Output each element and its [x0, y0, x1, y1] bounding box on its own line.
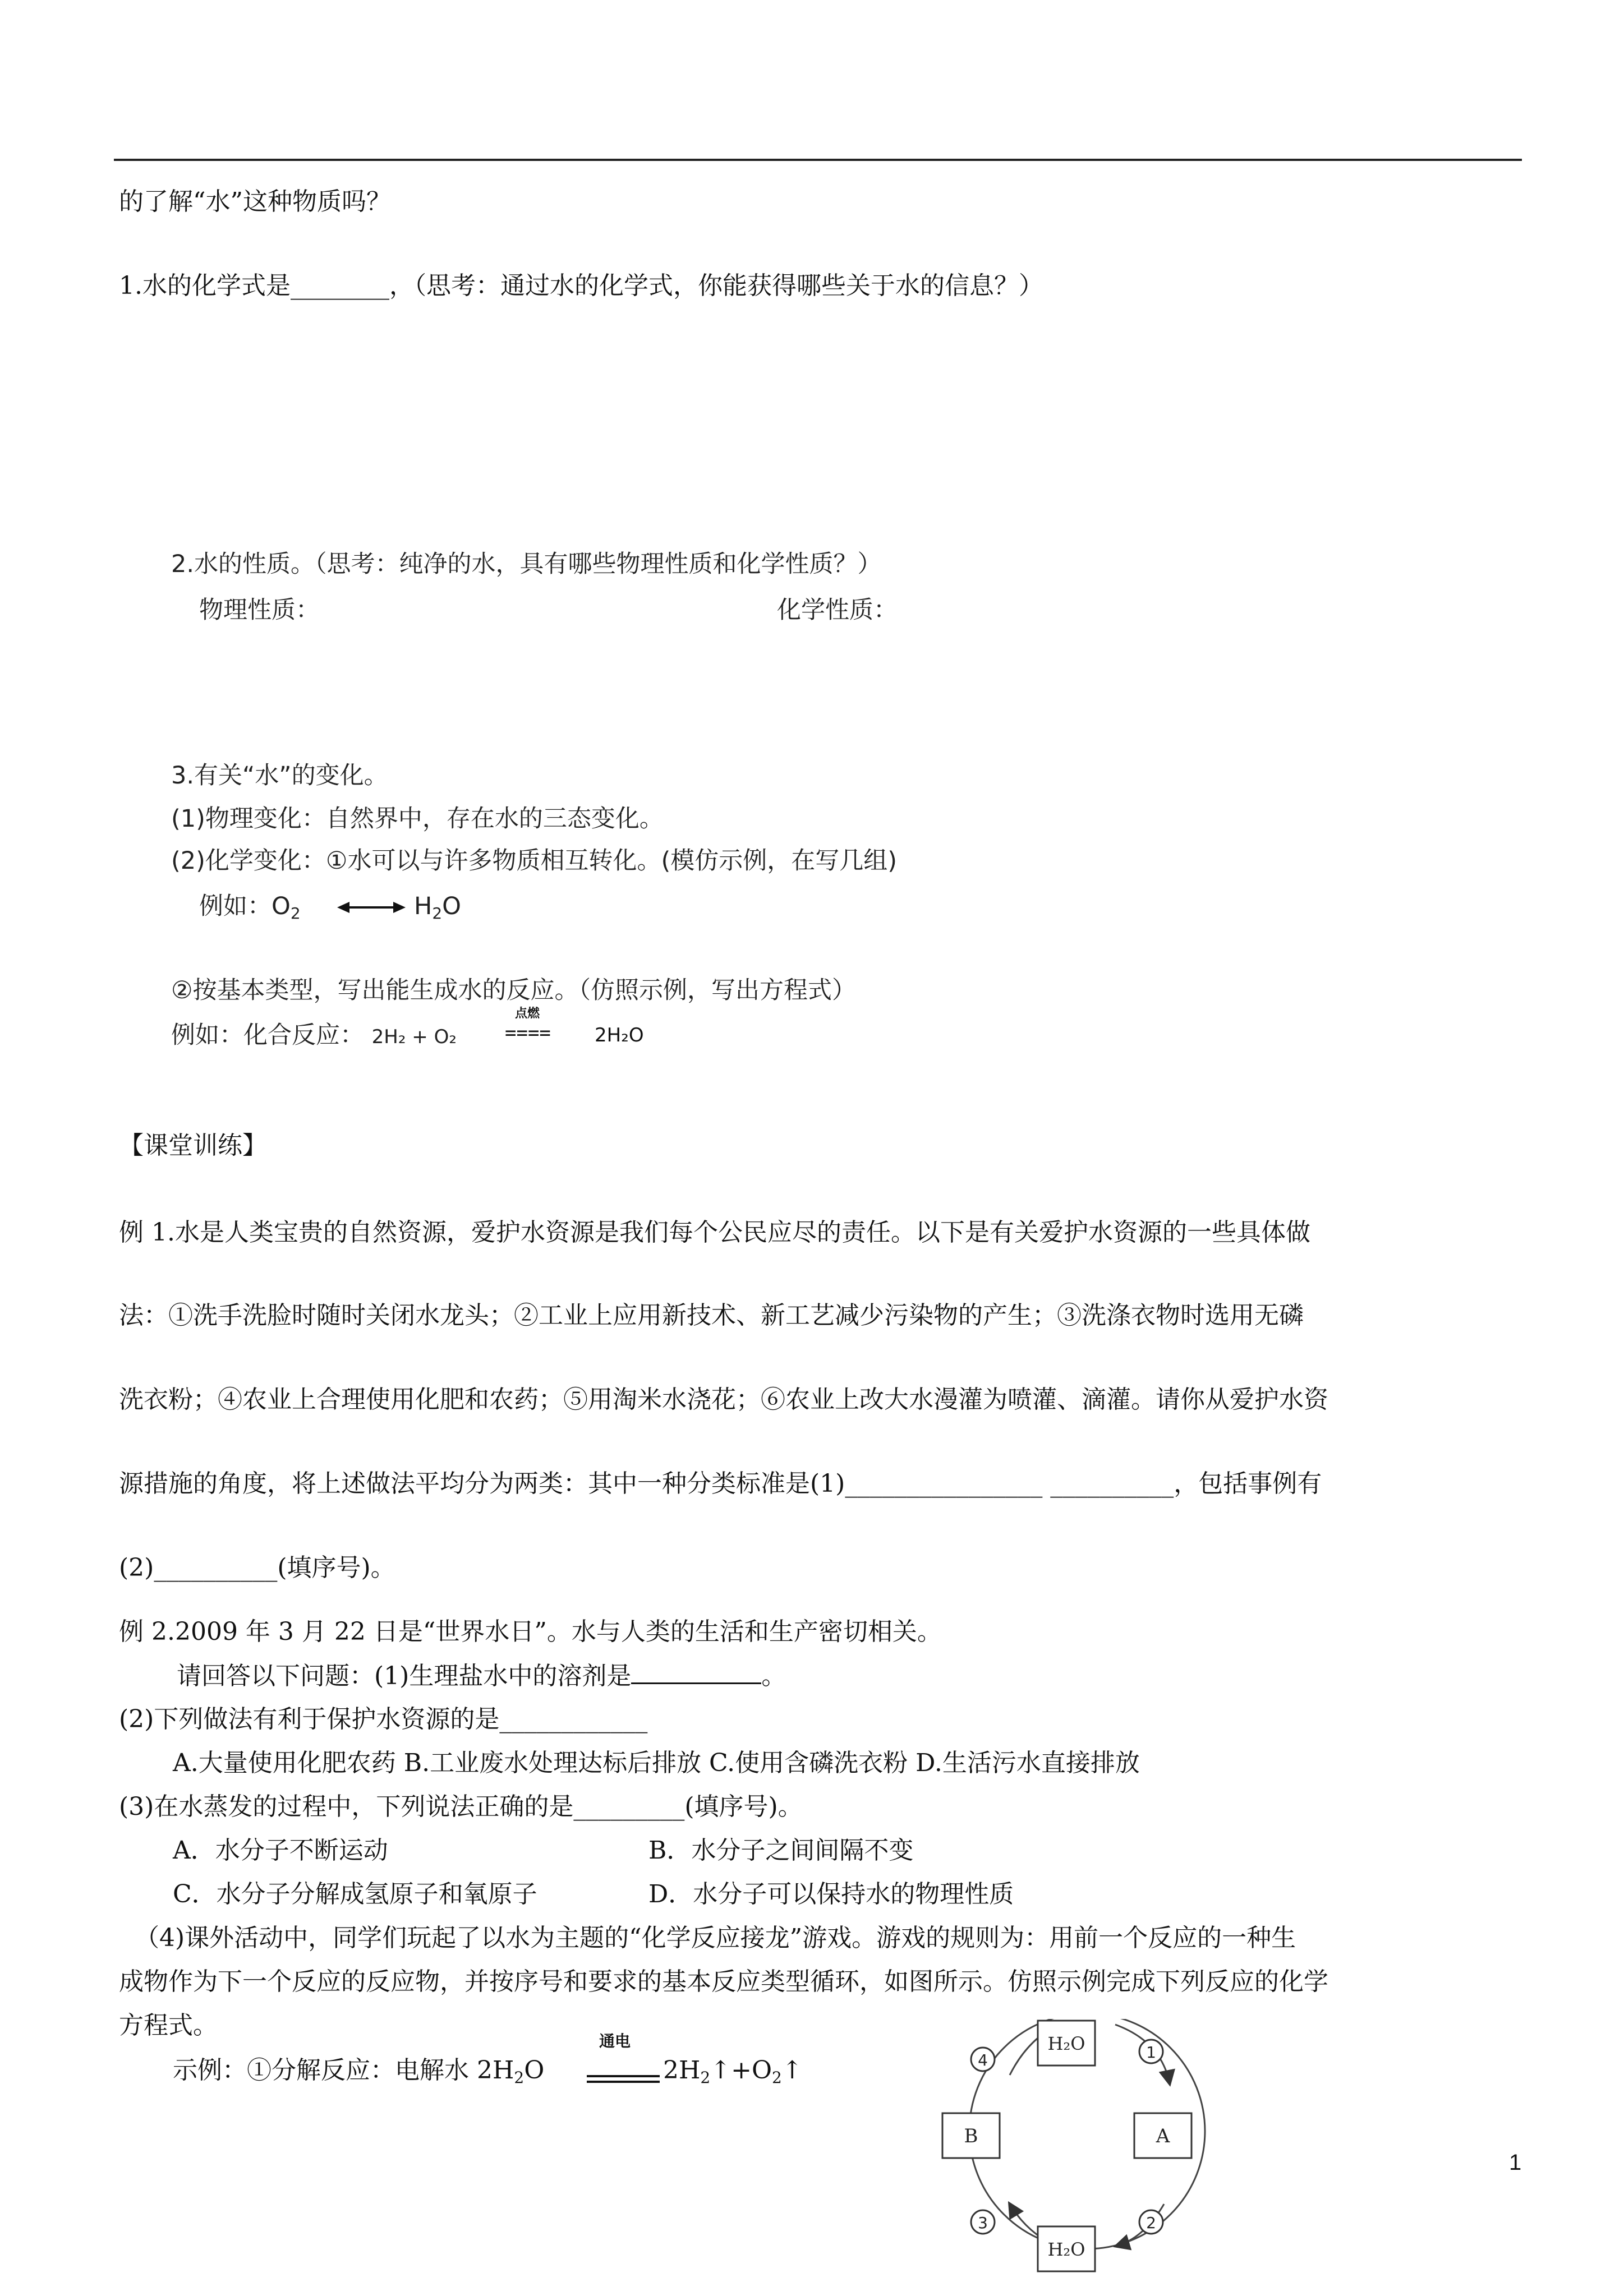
- ignite-equals: ====: [505, 1022, 551, 1044]
- ex2-example: 示例：①分解反应：电解水 $2H_2O$: [173, 2056, 545, 2087]
- step-1-number: 1: [1146, 2043, 1156, 2062]
- q1-prefix: 1.水的化学式是: [119, 271, 291, 300]
- step-4-number: 4: [978, 2051, 988, 2069]
- ex2-line-4: A.大量使用化肥农药 B.工业废水处理达标后排放 C.使用含磷洗衣粉 D.生活污水直接排放: [173, 1749, 1140, 1777]
- question-1: [119, 270, 1043, 302]
- header-rule: [114, 159, 1522, 161]
- ex1-line-1: 例 1.水是人类宝贵的自然资源，爱护水资源是我们每个公民应尽的责任。以下是有关爱护水资源的一些具体做: [119, 1218, 1310, 1247]
- step-2-number: 2: [1146, 2214, 1156, 2232]
- option-b: B．水分子之间间隔不变: [648, 1836, 914, 1865]
- left-box-label: B: [964, 2125, 978, 2147]
- ex1-line-4: 源措施的角度，将上述做法平均分为两类：其中一种分类标准是(1)________________ __________，包括事例有: [119, 1469, 1322, 1498]
- ex2-line-3: (2)下列做法有利于保护水资源的是____________: [119, 1705, 648, 1733]
- double-arrow-icon: [335, 896, 408, 919]
- ex2-line-1: 例 2.2009 年 3 月 22 日是“世界水日”。水与人类的生活和生产密切相关。: [119, 1617, 942, 1646]
- q3-item-3: ②按基本类型，写出能生成水的反应。（仿照示例，写出方程式）: [171, 976, 857, 1004]
- q3-example-1-label: 例如：: [199, 892, 272, 920]
- q3-example-2-label: 例如：化合反应：: [171, 1021, 364, 1049]
- section-title: 【课堂训练】: [119, 1131, 267, 1160]
- top-box-label: H₂O: [1047, 2033, 1085, 2054]
- equals-line-top: [587, 2075, 660, 2077]
- question-3-title: 3.有关“水”的变化。: [171, 762, 388, 790]
- reaction-cycle-diagram: [931, 2019, 1245, 2296]
- option-a: A．水分子不断运动: [173, 1836, 388, 1865]
- ex1-line-3: 洗衣粉；④农业上合理使用化肥和农药；⑤用淘米水浇花；⑥农业上改大水漫灌为喷灌、滴灌。请你从爱护水资: [119, 1385, 1328, 1414]
- ex2-example-rhs: $2H_2↑+O_2↑$: [663, 2056, 803, 2087]
- step-3-number: 3: [978, 2214, 988, 2232]
- right-box-label: A: [1156, 2125, 1170, 2147]
- bottom-box-label: H₂O: [1047, 2239, 1085, 2260]
- q1-suffix: ，（思考：通过水的化学式，你能获得哪些关于水的信息？）: [389, 271, 1043, 300]
- ex1-line-2: 法：①洗手洗脸时随时关闭水龙头；②工业上应用新技术、新工艺减少污染物的产生；③洗涤衣物时选用无磷: [119, 1301, 1304, 1330]
- q3-example-1-right: $H_2O$: [414, 892, 462, 923]
- chemical-properties-label: 化学性质：: [777, 596, 898, 624]
- answer-blank: [631, 1660, 761, 1684]
- intro-tail: 的了解“水”这种物质吗？: [119, 187, 391, 216]
- ex2-line-10: 方程式。: [119, 2011, 218, 2040]
- electrolysis-condition: 通电: [599, 2032, 631, 2050]
- equals-line-bottom: [587, 2081, 660, 2083]
- ex2-line-8: （4)课外活动中，同学们玩起了以水为主题的“化学反应接龙”游戏。游戏的规则为：用前一个反应的一种生: [135, 1924, 1296, 1952]
- q3-example-2-lhs: 2H₂ + O₂: [371, 1026, 457, 1048]
- page-number: 1: [1509, 2150, 1522, 2175]
- option-d: D．水分子可以保持水的物理性质: [648, 1880, 1014, 1908]
- q3-example-2: [171, 1020, 457, 1053]
- q3-item-1: (1)物理变化：自然界中，存在水的三态变化。: [171, 805, 664, 833]
- ex2-line-2: 请回答以下问题：(1)生理盐水中的溶剂是 。: [177, 1660, 786, 1692]
- q1-blank: ________: [290, 271, 389, 300]
- q3-example-1-left: O: [272, 892, 291, 920]
- option-c: C．水分子分解成氢原子和氧原子: [173, 1880, 537, 1908]
- ex1-line-5: (2)__________(填序号)。: [119, 1553, 395, 1582]
- ex2-line-5: (3)在水蒸发的过程中，下列说法正确的是_________(填序号)。: [119, 1792, 803, 1821]
- q3-example-2-rhs: 2H₂O: [595, 1024, 644, 1046]
- question-2-title: 2.水的性质。（思考：纯净的水，具有哪些物理性质和化学性质？）: [171, 550, 882, 578]
- ignite-condition: 点燃: [515, 1007, 540, 1021]
- physical-properties-label: 物理性质：: [199, 596, 320, 624]
- q3-item-2: (2)化学变化：①水可以与许多物质相互转化。(模仿示例，在写几组): [171, 847, 898, 875]
- ex2-line-9: 成物作为下一个反应的反应物，并按序号和要求的基本反应类型循环，如图所示。仿照示例完成下列反应的化学: [119, 1967, 1328, 1996]
- q3-example-1: 例如：$O_2$: [199, 892, 301, 923]
